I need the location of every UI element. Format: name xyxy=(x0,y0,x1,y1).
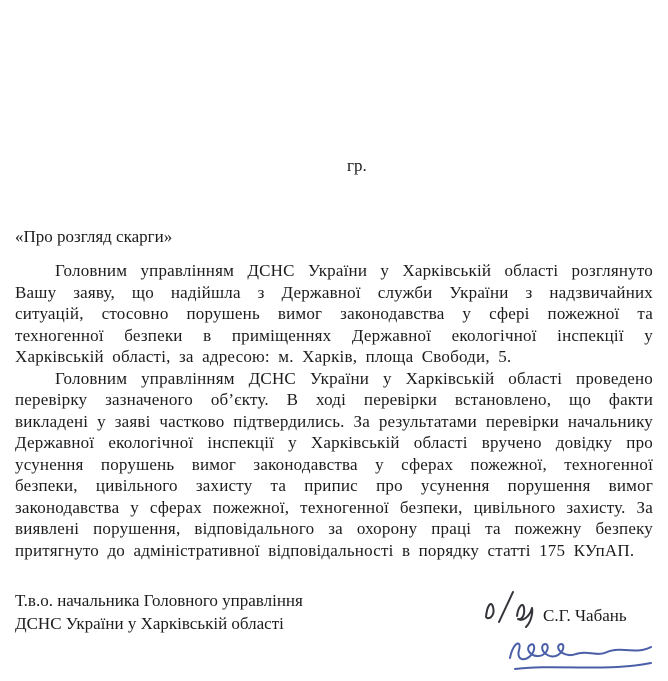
signoff-org: ДСНС України у Харківській області xyxy=(15,614,284,633)
signoff-block xyxy=(15,589,303,635)
signatory-name: С.Г. Чабань xyxy=(543,606,627,625)
pen-signature-icon xyxy=(478,586,548,631)
signoff-position: Т.в.о. начальника Головного управління xyxy=(15,591,303,610)
letter-body xyxy=(15,260,653,561)
ink-signature-scribble-icon xyxy=(505,630,655,676)
addressee-line: гр. xyxy=(347,156,367,175)
subject-line: «Про розгляд скарги» xyxy=(15,227,173,246)
body-paragraph: Головним управлінням ДСНС України у Харківській області проведено перевірку зазначеного об’єкту. В ході перевірки встановлено, що факти викладені у заяві частково підтвердились. За результатами перевірки начальнику Державної екологічної інспекції у Харківській області вручено довідку про усунення порушень вимог законодавства у сферах пожежної, техногенної безпеки, цивільного захисту та припис про усунення порушення вимог законодавства у сферах пожежної, техногенної безпеки, цивільного захисту. За виявлені порушення, відповідального за охорону праці та пожежну безпеку притягнуто до адміністративної відповідальності в порядку статті 175 КУпАП. xyxy=(15,368,653,560)
body-paragraph: Головним управлінням ДСНС України у Харківській області розглянуто Вашу заяву, що надійшла з Державної служби України з надзвичайних ситуацій, стосовно порушень вимог законодавства у сфері пожежної та техногенної безпеки в приміщеннях Державної екологічної інспекції у Харківській області, за адресою: м. Харків, площа Свободи, 5. xyxy=(15,261,653,366)
